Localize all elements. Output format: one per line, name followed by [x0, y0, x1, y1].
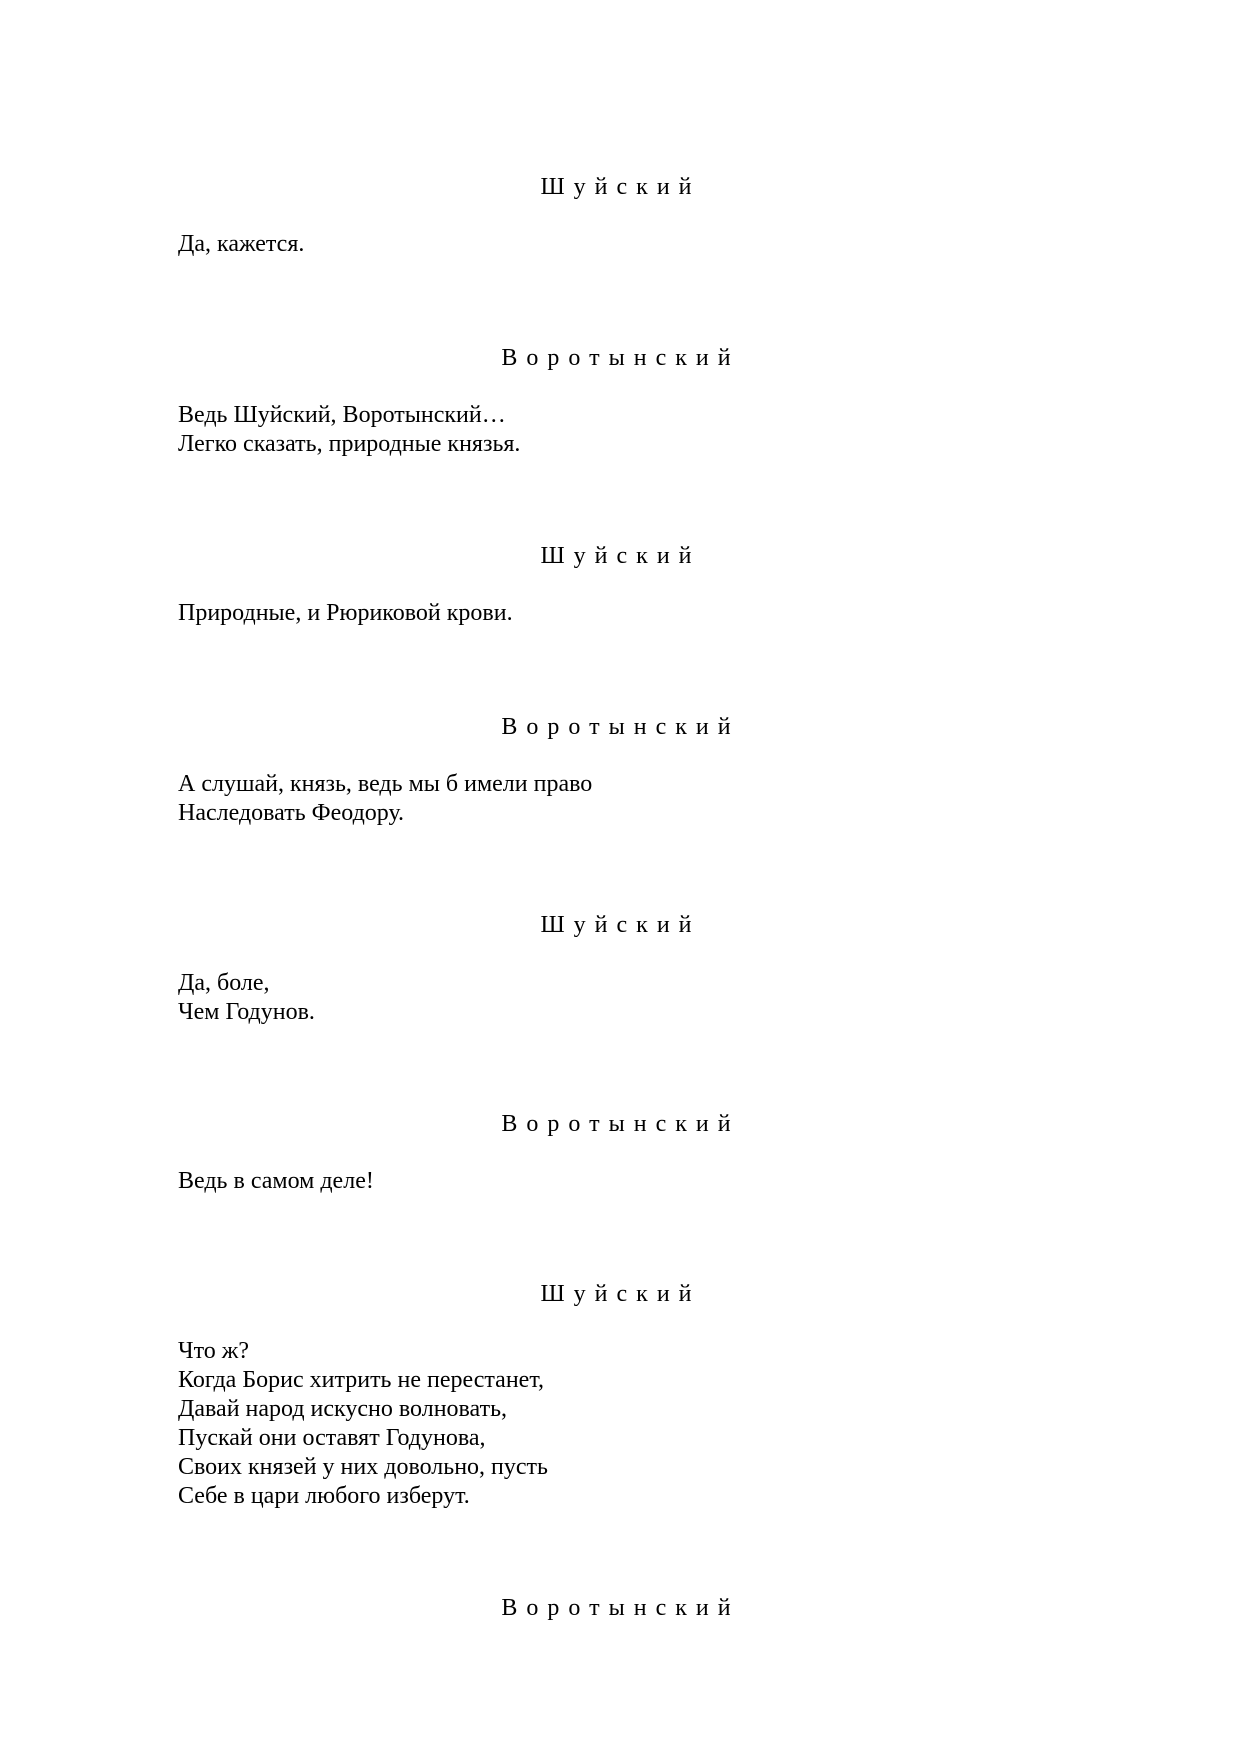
speech-line: Да, боле, [178, 970, 270, 996]
speech-line: Когда Борис хитрить не перестанет, [178, 1367, 545, 1393]
speech-line: Что ж? [178, 1338, 250, 1364]
speech-line: Чем Годунов. [178, 999, 315, 1025]
speech-line: А слушай, князь, ведь мы б имели право [178, 771, 593, 797]
speaker-name: Воротынский [501, 345, 740, 371]
speech-line: Себе в цари любого изберут. [178, 1483, 470, 1509]
speaker-name: Шуйский [540, 1281, 701, 1307]
speech-block [178, 230, 1078, 259]
speech-line: Легко сказать, природные князья. [178, 431, 521, 457]
speech-block [178, 1167, 1078, 1196]
speech-block [178, 401, 1078, 459]
speech-block [178, 770, 1078, 828]
speech-line: Природные, и Рюриковой крови. [178, 600, 513, 626]
speech-block [178, 599, 1078, 628]
speaker-name: Воротынский [501, 1111, 740, 1137]
speech-line: Ведь Шуйский, Воротынский… [178, 402, 506, 428]
speech-block [178, 1337, 1078, 1511]
speech-line: Да, кажется. [178, 231, 305, 257]
speech-block [178, 969, 1078, 1027]
speaker-name: Воротынский [501, 714, 740, 740]
speech-line: Ведь в самом деле! [178, 1168, 374, 1194]
speaker-name: Шуйский [540, 912, 701, 938]
speaker-name: Воротынский [501, 1595, 740, 1621]
speech-line: Своих князей у них довольно, пусть [178, 1454, 548, 1480]
speaker-name: Шуйский [540, 174, 701, 200]
speech-line: Пускай они оставят Годунова, [178, 1425, 486, 1451]
speech-line: Наследовать Феодору. [178, 800, 405, 826]
speech-line: Давай народ искусно волновать, [178, 1396, 508, 1422]
speaker-name: Шуйский [540, 543, 701, 569]
